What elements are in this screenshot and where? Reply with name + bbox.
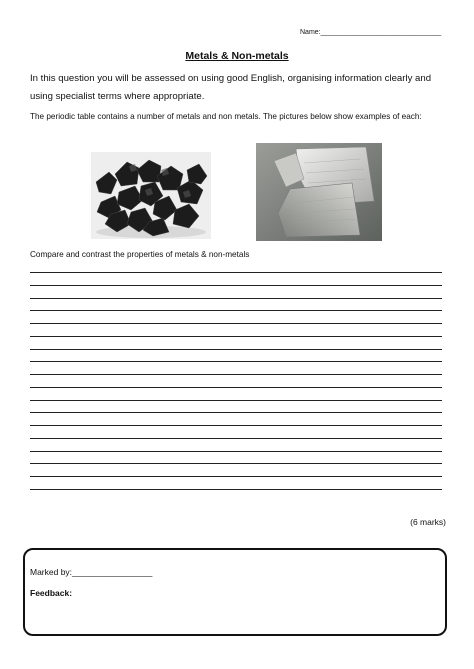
answer-line[interactable]: [30, 425, 442, 426]
answer-line[interactable]: [30, 374, 442, 375]
answer-line[interactable]: [30, 463, 442, 464]
answer-line[interactable]: [30, 310, 442, 311]
answer-line[interactable]: [30, 285, 442, 286]
feedback-label: Feedback:: [30, 588, 73, 598]
answer-line[interactable]: [30, 387, 442, 388]
answer-line[interactable]: [30, 361, 442, 362]
non-metal-coal-photo: [91, 152, 211, 239]
answer-line[interactable]: [30, 476, 442, 477]
marks-label: (6 marks): [410, 517, 446, 527]
periodic-table-paragraph: The periodic table contains a number of metals and non metals. The pictures below show examples of each:: [30, 112, 422, 121]
answer-line[interactable]: [30, 272, 442, 273]
answer-line[interactable]: [30, 323, 442, 324]
marking-box: [23, 548, 447, 636]
answer-line[interactable]: [30, 400, 442, 401]
answer-line[interactable]: [30, 438, 442, 439]
metal-sheet-photo: [256, 143, 382, 241]
marked-by-field[interactable]: Marked by:_________________: [30, 567, 153, 577]
name-field[interactable]: Name:_______________________________: [300, 29, 442, 36]
answer-line[interactable]: [30, 451, 442, 452]
answer-line[interactable]: [30, 412, 442, 413]
answer-line[interactable]: [30, 349, 442, 350]
intro-paragraph: In this question you will be assessed on using good English, organising information clearly and using specialist terms where appropriate.: [30, 73, 432, 102]
answer-line[interactable]: [30, 489, 442, 490]
question-prompt: Compare and contrast the properties of metals & non-metals: [30, 250, 250, 259]
answer-line[interactable]: [30, 336, 442, 337]
answer-line[interactable]: [30, 298, 442, 299]
worksheet-title: Metals & Non-metals: [185, 50, 289, 62]
